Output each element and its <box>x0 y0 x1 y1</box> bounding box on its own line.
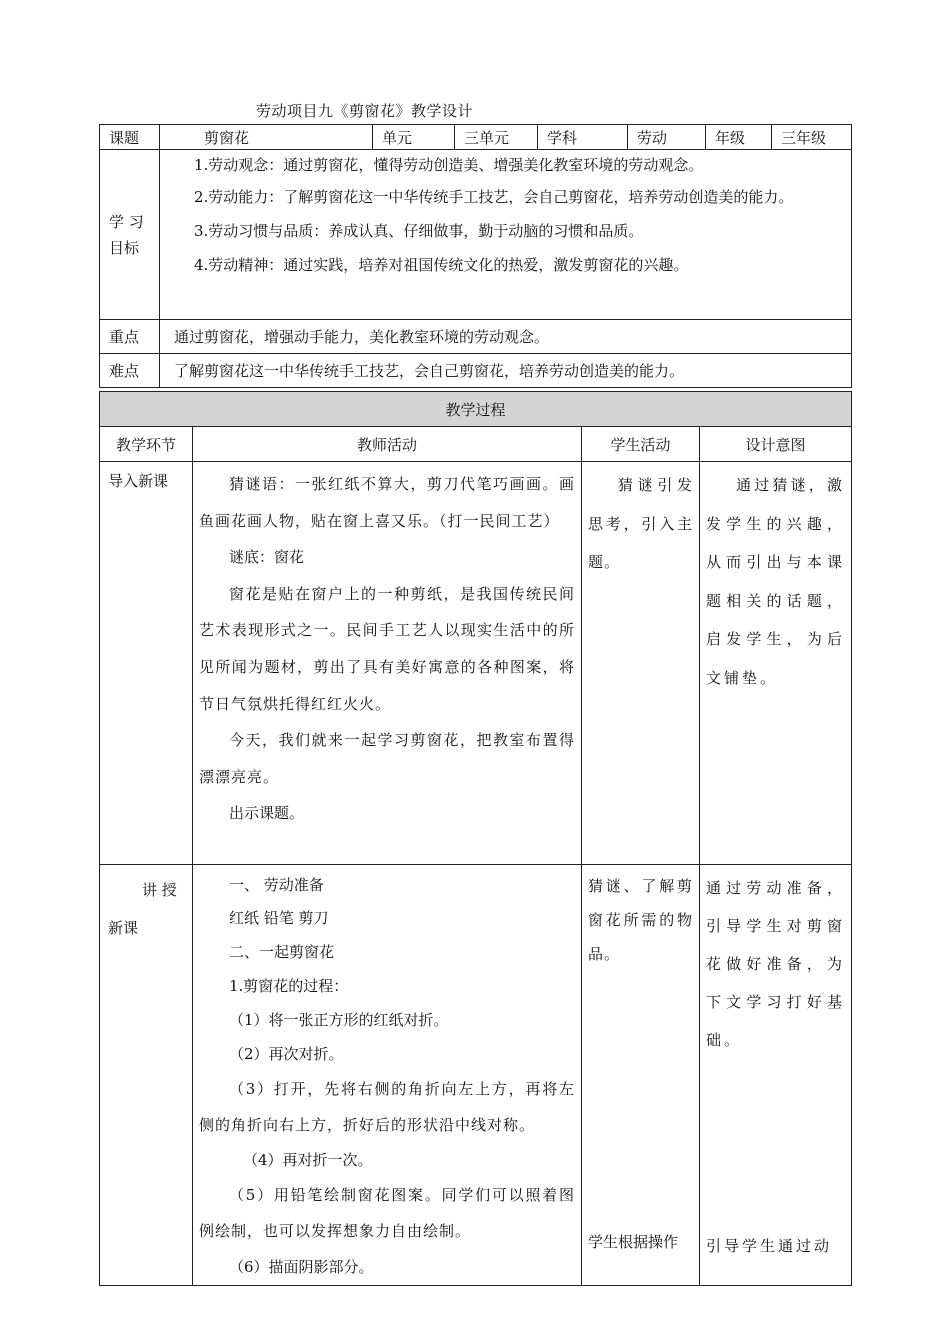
goals-label-line1: 学 习 <box>109 212 144 231</box>
paragraph: 出示课题。 <box>229 804 305 823</box>
new-lesson-row <box>100 865 852 1286</box>
paragraph: （1）将一张正方形的红纸对折。 <box>229 1011 449 1029</box>
unit-label: 单元 <box>373 125 455 150</box>
new-student-activity <box>582 865 700 1286</box>
column-header: 设计意图 <box>700 427 852 462</box>
grade-value: 三年级 <box>772 125 852 150</box>
paragraph: 谜底：窗花 <box>229 548 305 567</box>
key-point-label: 重点 <box>100 320 160 354</box>
paragraph: （4）再对折一次。 <box>243 1151 373 1169</box>
goals-label <box>100 150 160 320</box>
grade-label: 年级 <box>706 125 772 150</box>
paragraph: 1.剪窗花的过程： <box>229 977 349 995</box>
new-teacher-activity <box>193 865 582 1286</box>
topic-value: 剪窗花 <box>160 125 373 150</box>
paragraph: 二、一起剪窗花 <box>229 943 335 961</box>
paragraph: 通过猜谜，激发学生的兴趣，从而引出与本课题相关的话题，启发学生，为后文铺垫。 <box>706 476 846 687</box>
paragraph: （5）用铅笔绘制窗花图案。同学们可以照着图例绘制，也可以发挥想象力自由绘制。 <box>199 1186 575 1240</box>
document-title: 劳动项目九《剪窗花》教学设计 <box>256 102 474 120</box>
intro-design-intent <box>700 462 852 865</box>
goals-content <box>160 150 852 320</box>
intro-student-activity <box>582 462 700 865</box>
paragraph: （6）描面阴影部分。 <box>229 1258 374 1276</box>
new-lesson-stage <box>100 865 193 1286</box>
goal-item: 2.劳动能力：了解剪窗花这一中华传统手工技艺，会自己剪窗花，培养劳动创造美的能力。 <box>194 188 794 206</box>
paragraph: 猜谜引发思考，引入主题。 <box>588 476 693 571</box>
goals-row <box>100 150 852 320</box>
column-header: 学生活动 <box>582 427 700 462</box>
stage-line: 新课 <box>108 919 139 937</box>
column-header: 教学环节 <box>100 427 193 462</box>
goal-item: 3.劳动习惯与品质：养成认真、仔细做事，勤于动脑的习惯和品质。 <box>194 222 644 240</box>
paragraph: 窗花是贴在窗户上的一种剪纸，是我国传统民间艺术表现形式之一。民间手工艺人以现实生活中的所见所闻为题材，剪出了具有美好寓意的各种图案，将节日气氛烘托得红红火火。 <box>199 584 575 713</box>
teaching-process-table <box>99 391 852 1286</box>
paragraph: 猜谜、了解剪窗花所需的物品。 <box>588 877 693 963</box>
paragraph: 学生根据操作 <box>588 1233 679 1251</box>
paragraph: 红纸 铅笔 剪刀 <box>229 909 329 927</box>
header-row <box>100 125 852 150</box>
new-design-intent <box>700 865 852 1286</box>
stage-line: 讲 授 <box>142 881 177 899</box>
key-point-row <box>100 320 852 354</box>
paragraph: 一、 劳动准备 <box>229 876 324 894</box>
intro-teacher-activity <box>193 462 582 865</box>
intro-row <box>100 462 852 865</box>
process-title: 教学过程 <box>100 392 852 427</box>
intro-stage: 导入新课 <box>100 462 193 865</box>
key-point-text: 通过剪窗花，增强动手能力，美化教室环境的劳动观念。 <box>160 320 852 354</box>
paragraph: 今天，我们就来一起学习剪窗花，把教室布置得漂漂亮亮。 <box>199 731 575 786</box>
paragraph: 猜谜语：一张红纸不算大，剪刀代笔巧画画。画鱼画花画人物，贴在窗上喜又乐。（打一民间工艺） <box>199 475 575 530</box>
difficulty-label: 难点 <box>100 354 160 388</box>
goal-item: 1.劳动观念：通过剪窗花，懂得劳动创造美、增强美化教室环境的劳动观念。 <box>194 156 704 174</box>
paragraph: 引导学生通过动 <box>706 1237 833 1255</box>
topic-label: 课题 <box>100 125 160 150</box>
process-column-headers <box>100 427 852 462</box>
difficulty-row <box>100 354 852 388</box>
paragraph: （2）再次对折。 <box>229 1045 344 1063</box>
paragraph: （3）打开，先将右侧的角折向左上方，再将左侧的角折向右上方，折好后的形状沿中线对称。 <box>199 1080 575 1134</box>
subject-label: 学科 <box>538 125 628 150</box>
subject-value: 劳动 <box>628 125 706 150</box>
unit-value: 三单元 <box>455 125 538 150</box>
column-header: 教师活动 <box>193 427 582 462</box>
paragraph: 通过劳动准备，引导学生对剪窗花做好准备，为下文学习打好基础。 <box>706 879 846 1049</box>
goals-label-line2: 目标 <box>109 238 140 257</box>
goal-item: 4.劳动精神：通过实践，培养对祖国传统文化的热爱，激发剪窗花的兴趣。 <box>194 256 689 274</box>
difficulty-text: 了解剪窗花这一中华传统手工技艺，会自己剪窗花，培养劳动创造美的能力。 <box>160 354 852 388</box>
lesson-info-table <box>99 124 852 388</box>
